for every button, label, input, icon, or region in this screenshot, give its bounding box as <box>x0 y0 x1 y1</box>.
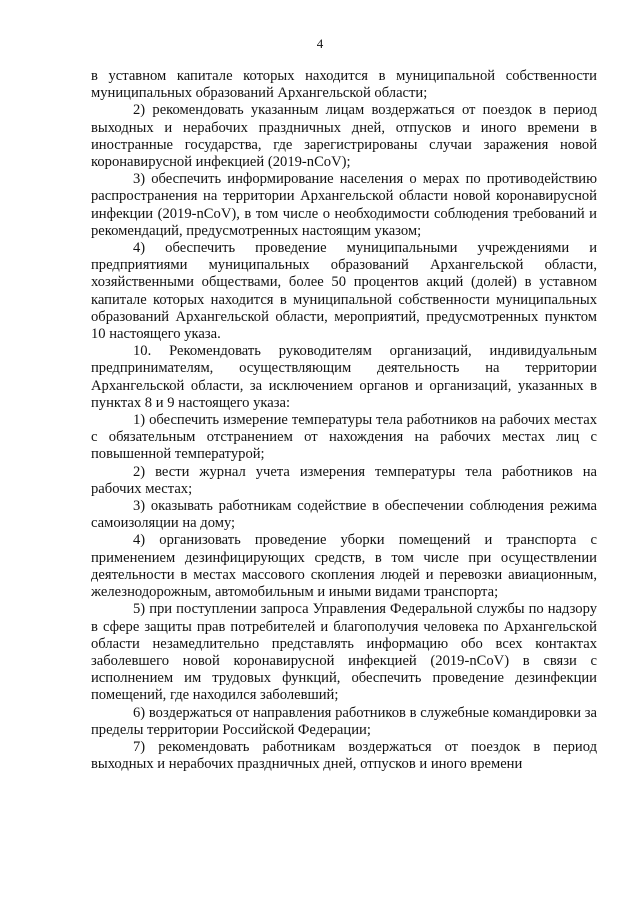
paragraph-item-9-2: 2) рекомендовать указанным лицам воздержаться от поездок в период выходных и нерабочих праздничных дней, отпусков и иного времени в иностранные государства, где зарегистрированы случаи заражения новой коронавирусной инфекцией (2019-nCoV); <box>91 102 597 171</box>
paragraph-item-10-2: 2) вести журнал учета измерения температуры тела работников на рабочих местах; <box>91 463 597 497</box>
paragraph-point-10: 10. Рекомендовать руководителям организаций, индивидуальным предпринимателям, осуществляющим деятельность на территории Архангельской области, за исключением органов и организаций, указанных в пунктах 8 и 9 настоящего указа: <box>91 343 597 411</box>
paragraph-item-10-5: 5) при поступлении запроса Управления Федеральной службы по надзору в сфере защиты прав потребителей и благополучия человека по Архангельской области незамедлительно представлять информацию обо всех контактах заболевшего новой коронавирусной инфекцией (2019-nCoV) в связи с исполнением им трудовых функций, обеспечить проведение дезинфекции помещений, где находился заболевший; <box>91 601 597 704</box>
page-number: 4 <box>316 36 324 51</box>
paragraph-item-10-1: 1) обеспечить измерение температуры тела работников на рабочих местах с обязательным отстранением от нахождения на рабочих местах лиц с повышенной температурой; <box>91 412 597 463</box>
paragraph-item-10-4: 4) организовать проведение уборки помещений и транспорта с применением дезинфицирующих средств, в том числе при осуществлении деятельности в местах массового скопления людей и перевозки авиационным, железнодорожным, автомобильным и иными видами транспорта; <box>91 532 597 601</box>
document-body <box>91 68 597 773</box>
paragraph-item-10-3: 3) оказывать работникам содействие в обеспечении соблюдения режима самоизоляции на дому; <box>91 498 597 532</box>
paragraph-item-10-7: 7) рекомендовать работникам воздержаться от поездок в период выходных и нерабочих праздничных дней, отпусков и иного времени <box>91 738 597 773</box>
paragraph-continuation: в уставном капитале которых находится в муниципальной собственности муниципальных образований Архангельской области; <box>91 68 597 102</box>
paragraph-item-9-4: 4) обеспечить проведение муниципальными учреждениями и предприятиями муниципальных образований Архангельской области, хозяйственными обществами, более 50 процентов акций (долей) в уставном капитале которых находится в муниципальной собственности муниципальных образований Архангельской области, мероприятий, предусмотренных пунктом 10 настоящего указа. <box>91 240 597 343</box>
paragraph-item-9-3: 3) обеспечить информирование населения о мерах по противодействию распространения на территории Архангельской области новой коронавирусной инфекции (2019-nCoV), в том числе о необходимости соблюдения требований и рекомендаций, предусмотренных настоящим указом; <box>91 171 597 239</box>
paragraph-item-10-6: 6) воздержаться от направления работников в служебные командировки за пределы территории Российской Федерации; <box>91 704 597 738</box>
